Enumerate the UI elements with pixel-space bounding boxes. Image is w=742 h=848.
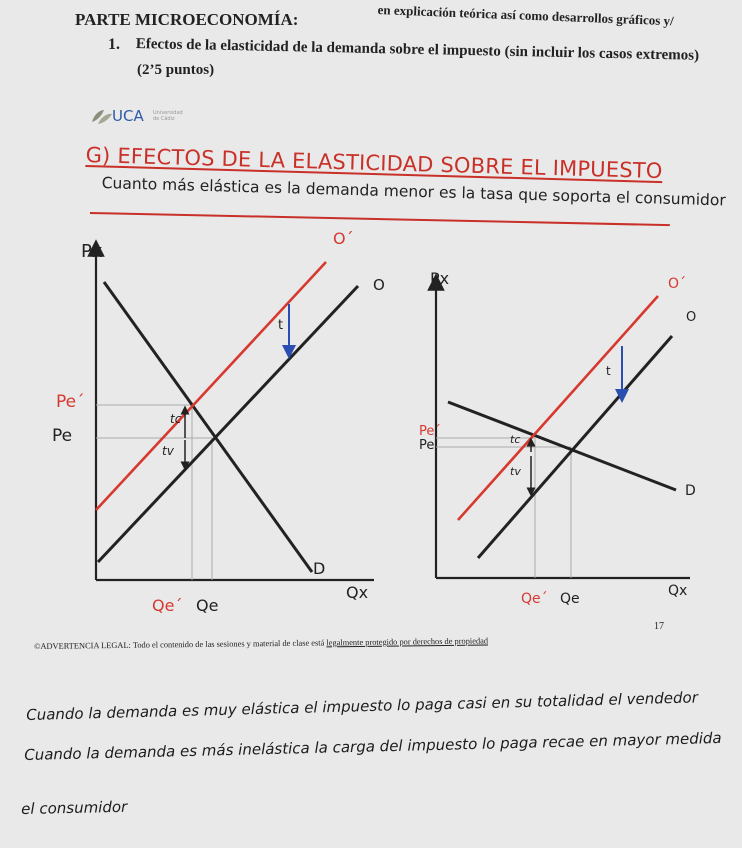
right-supply-shifted-label: O´ [668, 276, 687, 292]
right-tc-label: tc [510, 433, 521, 446]
left-price-eq-label: Pe [52, 426, 73, 446]
right-supply-shifted-line [458, 296, 658, 520]
right-x-axis-label: Qx [668, 583, 688, 599]
right-graph [436, 282, 690, 578]
left-supply-label: O [373, 276, 385, 294]
right-y-axis-label: Px [430, 269, 450, 288]
left-tax-label: t [278, 318, 284, 333]
slide-subtitle: Cuanto más elástica es la demanda menor es la tasa que soporta el consumidor [101, 174, 726, 210]
handwritten-note-2: Cuando la demanda es más inelástica la carga del impuesto lo paga recae en mayor medida [24, 728, 722, 764]
left-price-new-label: Pe´ [56, 392, 85, 412]
left-qty-eq-label: Qe [196, 596, 219, 615]
legal-underlined: legalmente protegido por derechos de propiedad [326, 636, 489, 648]
legal-prefix: ©ADVERTENCIA LEGAL: Todo el contenido de las sesiones y material de clase está [34, 638, 327, 651]
handwritten-note-1: Cuando la demanda es muy elástica el impuesto lo paga casi en su totalidad el vendedor [26, 688, 699, 724]
right-demand-line [448, 402, 676, 490]
slide-title: G) EFECTOS DE LA ELASTICIDAD SOBRE EL IMPUESTO [85, 143, 663, 184]
right-demand-label: D [685, 483, 696, 499]
right-qty-eq-label: Qe [560, 591, 580, 607]
right-qty-new-label: Qe´ [521, 591, 548, 607]
left-supply-shifted-label: O´ [333, 229, 354, 248]
question-text: Efectos de la elasticidad de la demanda sobre el impuesto (sin incluir los casos extremos) [135, 36, 700, 64]
section-heading: PARTE MICROECONOMÍA: [75, 10, 299, 29]
top-cut-text: en explicación teórica así como desarrollos gráficos y/ [377, 2, 674, 29]
right-tv-label: tv [510, 465, 521, 478]
right-tax-label: t [606, 364, 611, 378]
left-qty-new-label: Qe´ [152, 596, 183, 615]
left-x-axis-label: Qx [346, 583, 369, 602]
handwritten-note-3: el consumidor [21, 797, 128, 818]
left-graph [96, 248, 374, 580]
page-number: 17 [654, 621, 664, 632]
logo-subtext: Universidad de Cádiz [153, 110, 183, 122]
question-number: 1. [108, 36, 120, 53]
left-tv-label: tv [162, 444, 174, 458]
left-supply-shifted-line [96, 262, 326, 510]
right-supply-label: O [686, 310, 697, 325]
left-demand-label: D [313, 559, 326, 578]
right-price-new-label: Pe´ [419, 424, 441, 439]
left-tc-label: tc [170, 412, 182, 426]
logo-text: UCA [112, 107, 144, 125]
question-points: (2’5 puntos) [137, 62, 215, 78]
right-price-eq-label: Pe [419, 438, 435, 453]
left-y-axis-label: Px [81, 241, 103, 262]
